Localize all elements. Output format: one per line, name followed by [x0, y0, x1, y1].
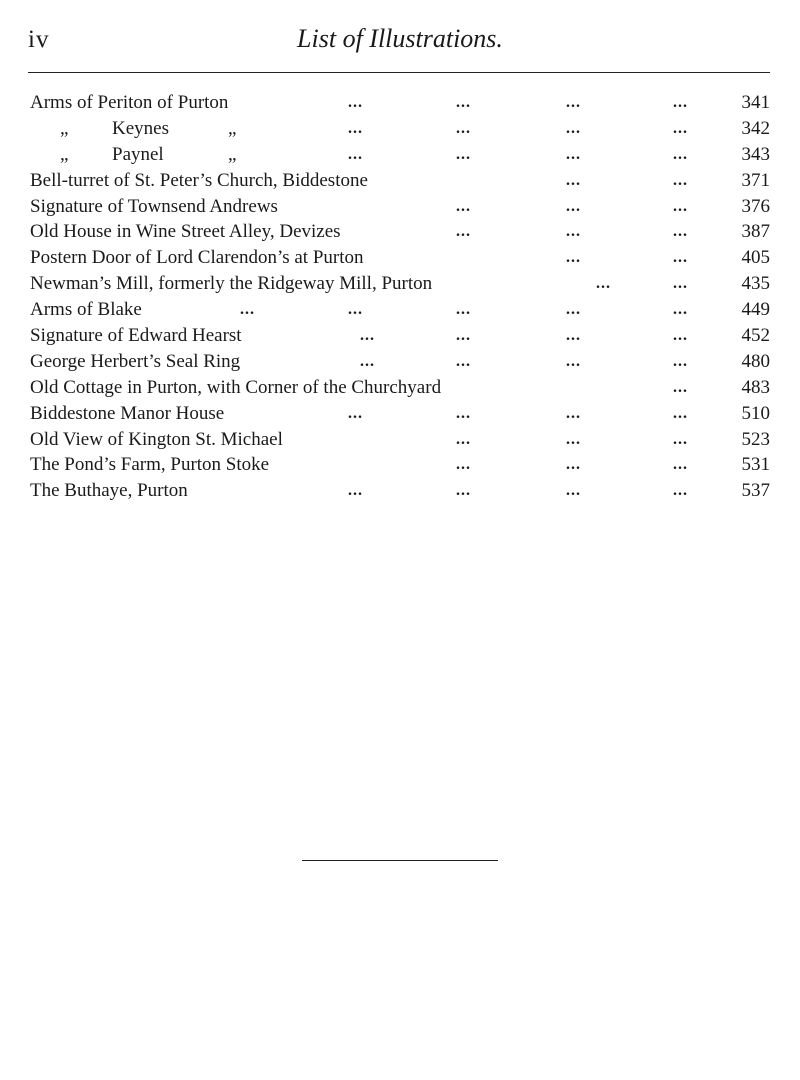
entry-title: Postern Door of Lord Clarendon’s at Purton: [30, 247, 364, 269]
leader-dots: ...: [456, 301, 471, 319]
entry-page: 341: [741, 92, 770, 113]
leader-dots: ...: [360, 352, 375, 370]
page-header: [0, 22, 800, 62]
list-item: [30, 116, 772, 142]
list-item: [30, 245, 772, 271]
entry-title: Arms of Periton of Purton: [30, 92, 229, 113]
list-item: [30, 219, 772, 245]
entry-subtitle: Paynel: [112, 143, 164, 165]
list-item: [30, 375, 772, 401]
entry-page: 483: [741, 376, 770, 398]
leader-dots: ...: [566, 327, 581, 345]
leader-dots: ...: [673, 275, 688, 293]
list-item: [30, 401, 772, 427]
entry-title: George Herbert’s Seal Ring: [30, 350, 241, 372]
header-rule: [28, 72, 770, 73]
list-item: [30, 271, 772, 297]
leader-dots: ...: [566, 197, 581, 215]
leader-dots: ...: [566, 430, 581, 448]
leader-dots: ...: [673, 482, 688, 500]
leader-dots: ...: [566, 171, 581, 189]
entry-page: 343: [741, 143, 770, 165]
list-item: [30, 168, 772, 194]
leader-dots: ...: [673, 197, 688, 215]
entry-page: 537: [741, 480, 770, 502]
leader-dots: ...: [456, 430, 471, 448]
leader-dots: ...: [673, 171, 688, 189]
entry-page: 405: [741, 247, 770, 269]
entry-title: Arms of Blake: [30, 299, 142, 321]
list-item: [30, 349, 772, 375]
leader-dots: ...: [673, 94, 688, 111]
list-item: [30, 142, 772, 168]
leader-dots: ...: [673, 430, 688, 448]
leader-dots: ...: [673, 456, 688, 474]
leader-dots: ...: [566, 482, 581, 500]
entry-page: 452: [741, 325, 770, 347]
leader-dots: ...: [566, 456, 581, 474]
entry-page: 480: [741, 350, 770, 372]
closing-rule: [302, 860, 498, 861]
entry-title: Signature of Edward Hearst: [30, 325, 242, 347]
leader-dots: ...: [566, 249, 581, 267]
leader-dots: ...: [673, 352, 688, 370]
leader-dots: ...: [348, 301, 363, 319]
leader-dots: ...: [360, 327, 375, 345]
folio-number: iv: [28, 26, 50, 53]
leader-dots: ...: [566, 145, 581, 163]
entry-page: 449: [741, 299, 770, 321]
leader-dots: ...: [456, 197, 471, 215]
entry-title: Old House in Wine Street Alley, Devizes: [30, 221, 341, 243]
leader-dots: ...: [240, 301, 255, 319]
entry-title: The Buthaye, Purton: [30, 480, 188, 502]
list-item: [30, 90, 772, 116]
leader-dots: ...: [456, 327, 471, 345]
list-item: [30, 194, 772, 220]
leader-dots: ...: [566, 94, 581, 111]
ditto-mark: „: [60, 117, 69, 139]
leader-dots: ...: [673, 223, 688, 241]
leader-dots: ...: [456, 145, 471, 163]
entry-page: 510: [741, 402, 770, 424]
leader-dots: ...: [566, 119, 581, 137]
leader-dots: ...: [456, 119, 471, 137]
entry-title: The Pond’s Farm, Purton Stoke: [30, 454, 270, 476]
illustration-list: [30, 90, 772, 504]
leader-dots: ...: [456, 94, 471, 111]
entry-page: 387: [741, 221, 770, 243]
list-item: [30, 323, 772, 349]
entry-title: Biddestone Manor House: [30, 402, 225, 424]
entry-page: 435: [741, 273, 770, 295]
leader-dots: ...: [348, 145, 363, 163]
leader-dots: ...: [596, 275, 611, 293]
ditto-mark: „: [228, 117, 237, 139]
list-item: [30, 452, 772, 478]
entry-page: 376: [741, 195, 770, 217]
leader-dots: ...: [673, 404, 688, 422]
entry-page: 371: [741, 169, 770, 191]
leader-dots: ...: [348, 94, 363, 111]
leader-dots: ...: [673, 119, 688, 137]
leader-dots: ...: [456, 352, 471, 370]
leader-dots: ...: [673, 327, 688, 345]
leader-dots: ...: [456, 456, 471, 474]
leader-dots: ...: [566, 404, 581, 422]
leader-dots: ...: [566, 301, 581, 319]
leader-dots: ...: [456, 482, 471, 500]
ditto-mark: „: [60, 143, 69, 165]
entry-title: Old View of Kington St. Michael: [30, 428, 283, 450]
entry-title: Newman’s Mill, formerly the Ridgeway Mill, Purton: [30, 273, 433, 295]
entry-page: 531: [741, 454, 770, 476]
leader-dots: ...: [348, 119, 363, 137]
leader-dots: ...: [348, 482, 363, 500]
leader-dots: ...: [348, 404, 363, 422]
leader-dots: ...: [673, 301, 688, 319]
leader-dots: ...: [456, 404, 471, 422]
running-title: List of Illustrations.: [297, 24, 503, 53]
entry-title: Old Cottage in Purton, with Corner of the Churchyard: [30, 376, 442, 398]
leader-dots: ...: [673, 378, 688, 396]
leader-dots: ...: [673, 249, 688, 267]
list-item: [30, 427, 772, 453]
list-item: [30, 297, 772, 323]
leader-dots: ...: [673, 145, 688, 163]
entry-title: Bell-turret of St. Peter’s Church, Biddestone: [30, 169, 368, 191]
entry-page: 342: [741, 117, 770, 139]
leader-dots: ...: [566, 352, 581, 370]
leader-dots: ...: [456, 223, 471, 241]
ditto-mark: „: [228, 143, 237, 165]
leader-dots: ...: [566, 223, 581, 241]
entry-subtitle: Keynes: [112, 117, 169, 139]
entry-page: 523: [741, 428, 770, 450]
list-item: [30, 478, 772, 504]
entry-title: Signature of Townsend Andrews: [30, 195, 278, 217]
